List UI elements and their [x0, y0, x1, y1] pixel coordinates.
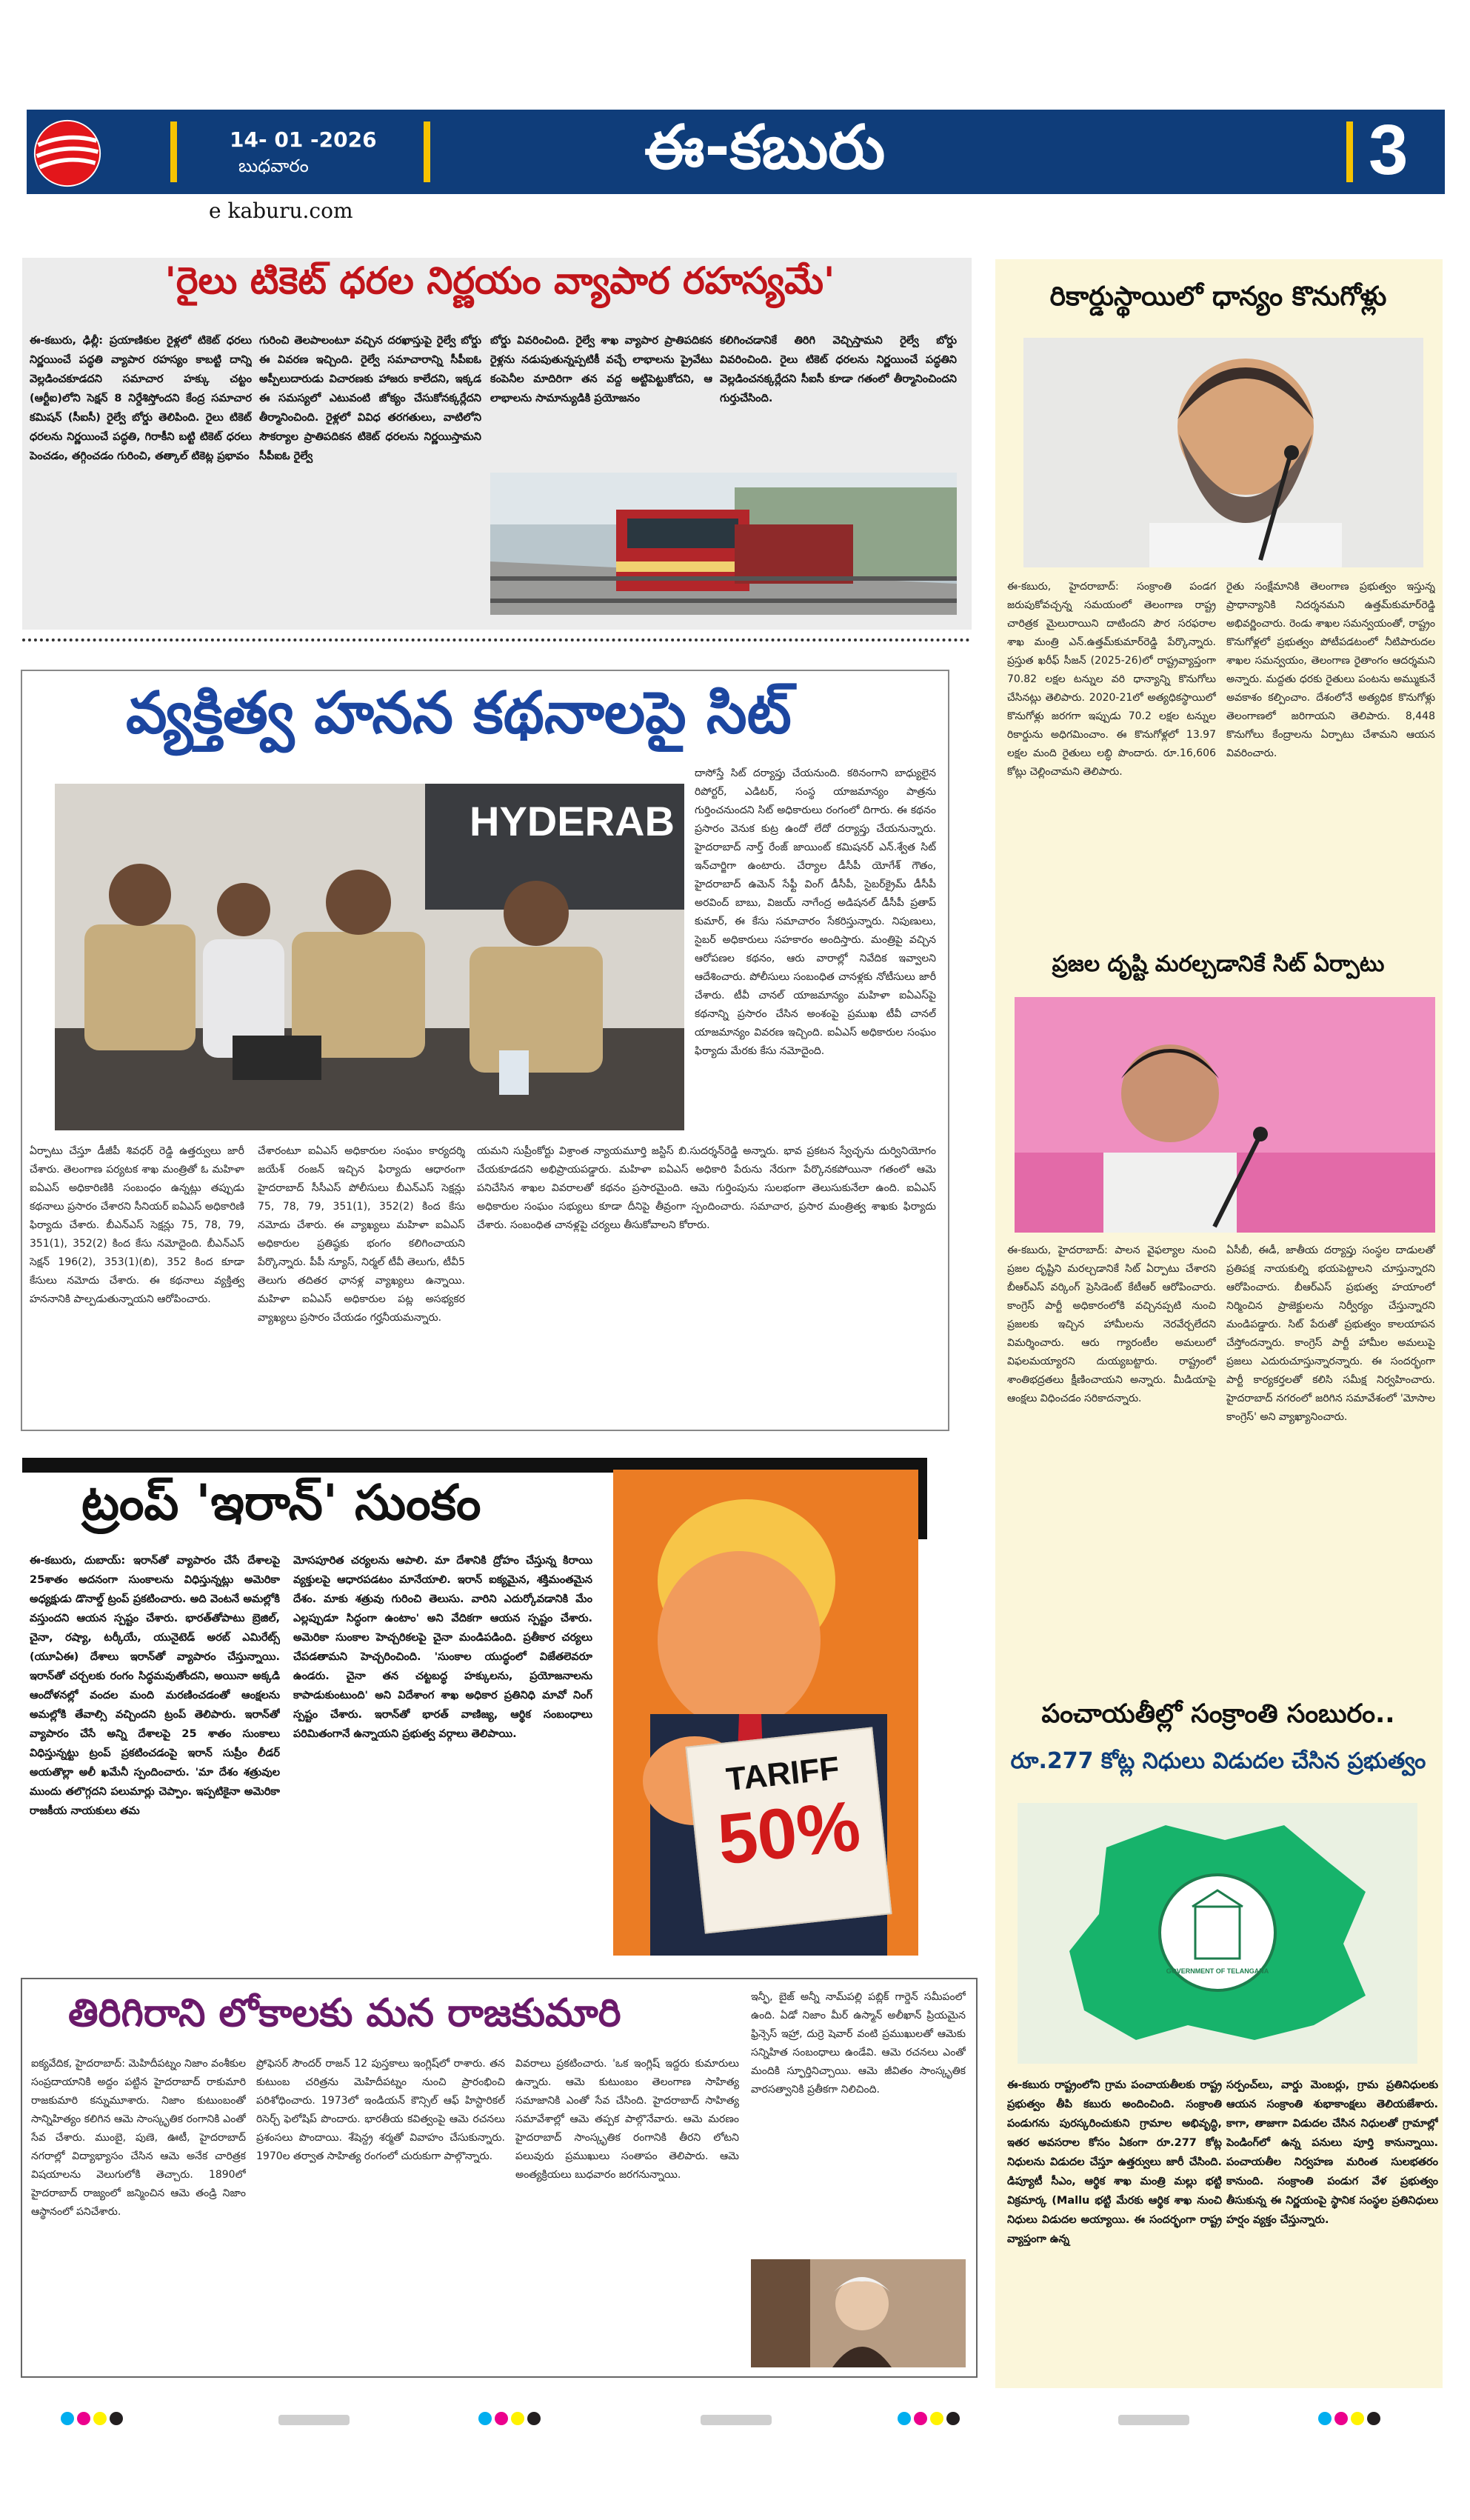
section-divider	[22, 639, 970, 641]
website-link[interactable]: e kaburu.com	[209, 199, 353, 223]
sit-story-col3: యమని సుప్రీంకోర్టు విశ్రాంత న్యాయమూర్తి జస్టిస్ బి.సుదర్శన్‌రెడ్డి అన్నారు. భావ ప్రకటన స్వేచ్ఛను దుర్వినియోగం చేయకూడదని అభిప్రాయపడ్డారు. మహిళా ఐఏఎస్ అధికారి పేరును నేరుగా పేర్కొనకపోయినా గతంలో ఆమె పనిచేసిన శాఖల వివరాలతో కథనం ప్రసారమైంది. ఆమె గుర్తింపును సులభంగా తెలుసుకునేలా ఉంది. ఐఏఎస్ అధికారుల సంఘం సభ్యులు కూడా దీనిపై తీవ్రంగా స్పందించారు. సమాచార, ప్రసార మంత్రిత్వ శాఖకు ఫిర్యాదు చేశారు. సంబంధిత చానళ్లపై చర్యలు తీసుకోవాలని కోరారు.	[477, 1145, 936, 1231]
paddy-story-col1: ఈ-కబురు, హైదరాబాద్: సంక్రాంతి పండగ జరుపుకోవచ్చన్న సమయంలో తెలంగాణ రాష్ట్ర చారిత్రక మైలురాయిని దాటిందని పౌర సరఫరాల శాఖ మంత్రి ఎన్.ఉత్తమ్‌కుమార్‌రెడ్డి పేర్కొన్నారు. ప్రస్తుత ఖరీఫ్ సీజన్ (2025-26)లో రాష్ట్రవ్యాప్తంగా 70.82 లక్షల టన్నుల వరి ధాన్యాన్ని కొనుగోలు చేసినట్లు తెలిపారు. 2020-21లో అత్యధికస్థాయిలో కొనుగోళ్లు జరగగా ఇప్పుడు 70.2 లక్షల టన్నుల రికార్డును అధిగమించాం. ఈ కొనుగోళ్లలో 13.97 లక్షల మంది రైతులు లబ్ధి పొందారు. రూ.16,606 కోట్లు చెల్లించామని తెలిపారు.	[1007, 581, 1216, 778]
tariff-sign-value: 50%	[714, 1786, 864, 1880]
issue-weekday: బుధవారం	[238, 156, 309, 176]
rail-story-col1: ఈ-కబురు, ఢిల్లీ: ప్రయాణికుల రైళ్లలో టికెట్ ధరలు నిర్ణయించే పద్ధతి వ్యాపార రహస్యం కాబట్టి దాన్ని వెల్లడించకూడదని సమాచార హక్కు చట్టం (ఆర్టీఐ)లోని సెక్షన్ 8 నిర్దేశిస్తోందని కేంద్ర సమాచార కమిషన్ (సీఐసీ) రైల్వే బోర్డు తెలిపింది. రైలు టికెట్ ధరలను నిర్ణయించే పద్ధతి, గిరాకీని బట్టి టికెట్ ధరలు పెంచడం, తగ్గించడం గురించి, తత్కాల్ టికెట్ల ప్రభావం	[30, 335, 252, 462]
grants-story-headline: పంచాయతీల్లో సంక్రాంతి సంబురం..	[1041, 1699, 1395, 1729]
ktr-story-headline: ప్రజల దృష్టి మరల్చడానికే సిట్ ఏర్పాటు	[1052, 951, 1385, 977]
princess-story-col1: ఐక్యవేదిక, హైదరాబాద్: మెహిదీపట్నం నిజాం వంశీకుల సంప్రదాయానికి అద్దం పట్టిన హైదరాబాద్ రాకుమారి రాజకుమారి కన్నుమూశారు. నిజాం కుటుంబంతో సాన్నిహిత్యం కలిగిన ఆమె సాంస్కృతిక రంగానికి ఎంతో సేవ చేశారు. ముంబై, పుణె, ఊటీ, హైదరాబాద్ నగరాల్లో విద్యాభ్యాసం చేసిన ఆమె అనేక చారిత్రక విషయాలను వెలుగులోకి తెచ్చారు. 1890లో హైదరాబాద్ రాజ్యంలో జన్మించిన ఆమె తండ్రి నిజాం ఆస్థానంలో పనిచేశారు.	[31, 2058, 246, 2218]
telangana-map-graphic	[1018, 1803, 1417, 2064]
grants-story-col2: సర్పంచ్‌లు, వార్డు మెంబర్లు, గ్రామ ప్రతినిధులకు ఆయన సంక్రాంతి శుభాకాంక్షలు తెలియజేశారు. కాగా, తాజాగా విడుదల చేసిన నిధులతో గ్రామాల్లో పెండింగ్‌లో ఉన్న పనులు పూర్తి కానున్నాయి. పంచాయతీల నిర్వహణ మరింత సులభతరం కానుంది. సంక్రాంతి పండుగ వేళ ప్రభుత్వం తీసుకున్న ఈ నిర్ణయంపై స్థానిక సంస్థల ప్రతినిధులు హర్షం వ్యక్తం చేస్తున్నారు.	[1226, 2079, 1438, 2226]
trump-story-col2: మోసపూరిత చర్యలను ఆపాలి. మా దేశానికి ద్రోహం చేస్తున్న కిరాయి వ్యక్తులపై ఆధారపడటం మానేయాలి. ఇరాన్ ఐక్యమైన, శక్తిమంతమైన దేశం. మాకు శత్రువు గురించి తెలుసు. వారిని ఎదుర్కోవడానికి మేం ఎల్లప్పుడూ సిద్ధంగా ఉంటాం' అని వేదికగా ఆయన స్పష్టం చేశారు. అమెరికా సుంకాల హెచ్చరికలపై చైనా మండిపడింది. ప్రతీకార చర్యలు చేపడతామని హెచ్చరించింది. 'సుంకాల యుద్ధంలో విజేతలెవరూ ఉండరు. చైనా తన చట్టబద్ధ హక్కులను, ప్రయోజనాలను కాపాడుకుంటుంది' అని విదేశాంగ శాఖ అధికార ప్రతినిధి మావో నింగ్ స్పష్టం చేశారు. ఇరాన్‌తో భారత్ వాణిజ్య, ఆర్థిక సంబంధాలు పరిమితంగానే ఉన్నాయని ప్రభుత్వ వర్గాలు తెలిపాయి.	[293, 1555, 592, 1740]
sit-story-col1: ఏర్పాటు చేస్తూ డీజీపీ శివధర్ రెడ్డి ఉత్తర్వులు జారీ చేశారు. తెలంగాణ పర్యటక శాఖ మంత్రితో ఓ మహిళా ఐఏఎస్ అధికారిణికి సంబంధం ఉన్నట్లు తప్పుడు కథనాలు ప్రసారం చేశారని సీనియర్ ఐఏఎస్ అధికారిణి ఫిర్యాదు చేశారు. బీఎన్ఎస్ సెక్షన్లు 75, 78, 79, 351(1), 352(2) కింద కేసు నమోదైంది. బీఎన్ఎస్ సెక్షన్ 196(2), 353(1)(బి), 352 కింద కూడా కేసులు నమోదు చేశారు. ఈ కథనాలు వ్యక్తిత్వ హననానికి పాల్పడుతున్నాయని ఆరోపించారు.	[30, 1145, 244, 1305]
ktr-story-col1: ఈ-కబురు, హైదరాబాద్: పాలన వైఫల్యాల నుంచి ప్రజల దృష్టిని మరల్చడానికే సిట్ ఏర్పాటు చేశారని బీఆర్ఎస్ వర్కింగ్ ప్రెసిడెంట్ కేటీఆర్ ఆరోపించారు. కాంగ్రెస్ పార్టీ అధికారంలోకి వచ్చినప్పటి నుంచి ప్రజలకు ఇచ్చిన హామీలను నెరవేర్చలేదని విమర్శించారు. ఆరు గ్యారంటీల అమలులో విఫలమయ్యారని దుయ్యబట్టారు. రాష్ట్రంలో శాంతిభద్రతలు క్షీణించాయని అన్నారు. మీడియాపై ఆంక్షలు విధించడం సరికాదన్నారు.	[1007, 1244, 1216, 1404]
print-registration-marks	[478, 2412, 541, 2427]
brand-logo	[33, 119, 102, 188]
rail-story-col4: కలిగించడానికే తిరిగి వెచ్చిస్తామని రైల్వే బోర్డు వివరించింది. రైలు టికెట్ ధరలను నిర్ణయించే పద్ధతిని వెల్లడించనక్కర్లేదని సీఐసీ కూడా గతంలో తీర్మానించిందని గుర్తుచేసింది.	[720, 335, 957, 404]
trump-story-col1: ఈ-కబురు, దుబాయ్: ఇరాన్‌తో వ్యాపారం చేసే దేశాలపై 25శాతం అదనంగా సుంకాలను విధిస్తున్నట్లు అమెరికా అధ్యక్షుడు డొనాల్డ్ ట్రంప్ ప్రకటించారు. అది వెంటనే అమల్లోకి వస్తుందని ఆయన స్పష్టం చేశారు. భారత్‌తోపాటు బ్రెజిల్, చైనా, రష్యా, టర్కీయే, యునైటెడ్ అరబ్ ఎమిరేట్స్ (యూఏఈ) దేశాలు ఇరాన్‌తో వ్యాపారం చేస్తున్నాయి. ఇరాన్‌తో చర్చలకు రంగం సిద్ధమవుతోందని, అయినా అక్కడి ఆందోళనల్లో వందల మంది మరణించడంతో ఆంక్షలను అమల్లోకి తేవాల్సి వచ్చిందని ట్రంప్ తెలిపారు. ఇరాన్‌తో వ్యాపారం చేసే అన్ని దేశాలపై 25 శాతం సుంకాలు విధిస్తున్నట్టు ట్రంప్ ప్రకటించడంపై ఇరాన్ సుప్రీం లీడర్ అయతొల్లా అలీ ఖమేనీ స్పందించారు. 'మా దేశం శత్రువుల ముందు తలొగ్గదని పలుమార్లు చెప్పాం. ఇప్పటికైనా అమెరికా రాజకీయ నాయకులు తమ	[30, 1555, 280, 1817]
paper-title: ఈ-కబురు	[644, 113, 886, 183]
grants-story-subheadline: రూ.277 కోట్ల నిధులు విడుదల చేసిన ప్రభుత్వం	[1010, 1748, 1426, 1774]
police-press-photo	[55, 784, 684, 1130]
telangana-seal-text: GOVERNMENT OF TELANGANA	[1166, 1967, 1269, 1975]
trump-story-headline: ట్రంప్ 'ఇరాన్' సుంకం	[81, 1474, 481, 1531]
ktr-photo	[1015, 997, 1435, 1233]
grants-story-col1: ఈ-కబురు రాష్ట్రంలోని గ్రామ పంచాయతీలకు రాష్ట్ర ప్రభుత్వం తీపి కబురు అందించింది. సంక్రాంతి పండుగను పురస్కరించుకుని గ్రామాల అభివృద్ధి, ఇతర అవసరాల కోసం ఏకంగా రూ.277 కోట్ల నిధులను విడుదల చేస్తూ ఉత్తర్వులు జారీ చేసింది. డిప్యూటీ సీఎం, ఆర్థిక శాఖ మంత్రి మల్లు భట్టి విక్రమార్క (Mallu భట్టి మేరకు ఆర్థిక శాఖ నుంచి నిధులు విడుదల అయ్యాయి. ఈ సందర్భంగా రాష్ట్ర వ్యాప్తంగా ఉన్న	[1007, 2079, 1222, 2245]
print-registration-marks	[61, 2412, 123, 2427]
princess-story-col4: ఇన్ఫీ, బైజ్ అన్నీ నామ్‌పల్లి పబ్లిక్ గార్డెన్ సమీపంలో ఉంది. ఏడో నిజాం మీర్ ఉస్మాన్ అలీఖాన్ ప్రియమైన ఫ్రిన్సెస్ ఇహ్రా, దుర్రె షెవార్ వంటి ప్రముఖులతో ఆమెకు సన్నిహిత సంబంధాలు ఉండేవి. ఆమె రచనలు ఎంతో మందికి స్ఫూర్తినిచ్చాయి. ఆమె జీవితం సాంస్కృతిక వారసత్వానికి ప్రతీకగా నిలిచింది.	[751, 1991, 966, 2096]
page-number: 3	[1369, 110, 1409, 190]
princess-story-headline: తిరిగిరాని లోకాలకు మన రాజకుమారి	[68, 1991, 621, 2036]
sit-story-side: దాసోస్తే సిట్ దర్యాప్తు చేయనుంది. కఠినంగాని బాధ్యులైన రిపోర్టర్, ఎడిటర్, సంస్థ యాజమాన్యం పాత్రను గుర్తించనుందని సిట్ అధికారులు రంగంలో దిగారు. ఈ కథనం ప్రసారం వెనుక కుట్ర ఉందో లేదో దర్యాప్తు చేయనున్నారు. హైదరాబాద్ నార్త్ రేంజ్ జాయింట్ కమిషనర్ ఎన్.శ్వేత సిట్ ఇన్‌చార్జిగా ఉంటారు. చేర్యాల డీసీపీ యోగేశ్ గౌతం, హైదరాబాద్ ఉమెన్ సేఫ్టీ వింగ్ డీసీపీ, సైబర్‌క్రైమ్ డీసీపీ అరవింద్ బాబు, విజయ్ నాగేంద్ర అడిషనల్ డీసీపీ ప్రతాప్ కుమార్, ఈ కేసు సమాచారం సేకరిస్తున్నారు. నిపుణులు, సైబర్ అధికారులు సహకారం అందిస్తారు. మంత్రిపై వచ్చిన ఆరోపణల కథనం, ఆరు వారాల్లో నివేదిక ఇవ్వాలని ఆదేశించారు. పోలీసులు సంబంధిత చానళ్లకు నోటీసులు జారీ చేశారు. టీవీ చానల్ యాజమాన్యం మహిళా ఐఏఎస్‌పై కథనాన్ని ప్రసారం చేసిన అంశంపై ప్రముఖ టీవీ చానల్ యాజమాన్యం వివరణ ఇచ్చింది. ఐఏఎస్ అధికారుల సంఘం ఫిర్యాదు మేరకు కేసు నమోదైంది.	[695, 767, 936, 1057]
train-photo	[490, 473, 957, 615]
sit-story-col2: చేశారంటూ ఐఏఎస్ అధికారుల సంఘం కార్యదర్శి జయేశ్ రంజన్ ఇచ్చిన ఫిర్యాదు ఆధారంగా హైదరాబాద్ సీసీఎస్ పోలీసులు బీఎన్ఎస్ సెక్షన్లు 75, 78, 79, 351(1), 352(2) కింద కేసు నమోదు చేశారు. ఈ వ్యాఖ్యలు మహిళా ఐఏఎస్ అధికారుల ప్రతిష్ఠకు భంగం కలిగించాయని పేర్కొన్నారు. పీపీ న్యూస్, నిర్మల్ టీవీ తెలుగు, టీవీ5 తెలుగు తదితర ఛానళ్ల వ్యాఖ్యలు ఉన్నాయి. మహిళా ఐఏఎస్ అధికారుల పట్ల అసభ్యకర వ్యాఖ్యలు ప్రసారం చేయడం గర్హనీయమన్నారు.	[258, 1145, 465, 1324]
princess-story-col2: ప్రోఫెసర్ సౌందర్ రాజన్ 12 పుస్తకాలు ఇంగ్లిష్‌లో రాశారు. తన కుటుంబ చరిత్రను మెహిదీపట్నం నుంచి ప్రారంభించి పరిశోధించారు. 1973లో ఇండియన్ కౌన్సిల్ ఆఫ్ హిస్టారికల్ రిసెర్చ్ ఫెలోషిప్ పొందారు. భారతీయ కవిత్వంపై ఆమె రచనలు ప్రశంసలు పొందాయి. శేషెన్ద్ర శర్మతో వివాహం చేసుకున్నారు. 1970ల తర్వాత సాహిత్య రంగంలో చురుకుగా పాల్గొన్నారు.	[256, 2058, 505, 2162]
print-registration-marks	[898, 2412, 960, 2427]
paddy-story-col2: రైతు సంక్షేమానికి తెలంగాణ ప్రభుత్వం ఇస్తున్న ప్రాధాన్యానికి నిదర్శనమని ఉత్తమ్‌కుమార్‌రెడ్డి అభివర్ణించారు. రెండు శాఖల సమన్వయంతో, రాష్ట్రం కొనుగోళ్లలో ప్రభుత్వం పోటీపడటంలో నీటిపారుదల శాఖల సమన్వయం, తెలంగాణ రైతాంగం ఆదర్శమని అన్నారు. మద్దతు ధరకు రైతులు పంటను అమ్ముకునే అవకాశం కల్పించాం. దేశంలోనే అత్యధిక కొనుగోళ్లు తెలంగాణలో జరిగాయని తెలిపారు. 8,448 కొనుగోలు కేంద్రాలను ఏర్పాటు చేశామని ఆయన వివరించారు.	[1226, 581, 1435, 759]
minister-uttam-photo	[1023, 338, 1423, 567]
ktr-story-col2: ఏసీబీ, ఈడీ, జాతీయ దర్యాప్తు సంస్థల దాడులతో ప్రతిపక్ష నాయకుల్ని భయపెట్టాలని చూస్తున్నారని ఆరోపించారు. బీఆర్ఎస్ ప్రభుత్వ హయాంలో నిర్మించిన ప్రాజెక్టులను నిర్వీర్యం చేస్తున్నారని మండిపడ్డారు. సిట్ పేరుతో ప్రభుత్వం కాలయాపన చేస్తోందన్నారు. కాంగ్రెస్ పార్టీ హామీల అమలుపై ప్రజలు ఎదురుచూస్తున్నారన్నారు. ఈ సందర్భంగా పార్టీ కార్యకర్తలతో కలిసి సమీక్ష నిర్వహించారు. హైదరాబాద్ నగరంలో జరిగిన సమావేశంలో 'మోసాల కాంగ్రెస్' అని వ్యాఖ్యానించారు.	[1226, 1244, 1435, 1423]
rail-story-headline: 'రైలు టికెట్ ధరల నిర్ణయం వ్యాపార రహస్యమే'	[164, 259, 835, 302]
sit-story-headline: వ్యక్తిత్వ హనన కథనాలపై సిట్	[126, 680, 792, 747]
paddy-story-headline: రికార్డుస్థాయిలో ధాన్యం కొనుగోళ్లు	[1049, 281, 1387, 312]
rail-story-col2: గురించి తెలపాలంటూ వచ్చిన దరఖాస్తుపై రైల్వే బోర్డు ఈ వివరణ ఇచ్చింది. రైల్వే సమాచారాన్ని సీపీఐఓ అప్పీలుదారుడు విచారణకు హాజరు కాలేదని, ఇక్కడ ఈ సమస్యలో ఎటువంటి జోక్యం చేసుకోనక్కర్లేదని తీర్మానించింది. రైళ్లలో వివిధ తరగతులు, వాటిలోని సౌకర్యాల ప్రాతిపదికన టికెట్ ధరలను నిర్ణయిస్తామని సీపీఐఓ రైల్వే	[259, 335, 481, 462]
masthead-divider	[424, 121, 430, 182]
masthead-divider	[170, 121, 177, 182]
tariff-sign-label: TARIFF	[724, 1750, 841, 1799]
trump-tariff-illustration	[613, 1470, 918, 1956]
print-grey-bar	[1118, 2415, 1189, 2425]
princess-portrait-photo	[751, 2259, 966, 2367]
princess-story-col3: వివరాలు ప్రకటించారు. 'ఒక ఇంగ్లిష్ ఇద్దరు కుమారులు ఉన్నారు. ఆమె కుటుంబం తెలంగాణ సాహిత్య సమాజానికి ఎంతో సేవ చేసింది. హైదరాబాద్ సాహిత్య సమావేశాల్లో ఆమె తప్పక పాల్గొనేవారు. ఆమె మరణం హైదరాబాద్ సాంస్కృతిక రంగానికి తీరని లోటని పలువురు ప్రముఖులు సంతాపం తెలిపారు. ఆమె అంత్యక్రియలు బుధవారం జరగనున్నాయి.	[515, 2058, 739, 2181]
print-grey-bar	[278, 2415, 350, 2425]
print-grey-bar	[701, 2415, 772, 2425]
svg-text:HYDERAB: HYDERAB	[470, 798, 675, 844]
print-registration-marks	[1318, 2412, 1380, 2427]
masthead-divider	[1346, 121, 1353, 182]
rail-story-col3: బోర్డు వివరించింది. రైల్వే శాఖ వ్యాపార ప్రాతిపదికన రైళ్లను నడుపుతున్నప్పటికీ వచ్చే లాభాలను ప్రైవేటు కంపెనీల మాదిరిగా తన వద్ద అట్టిపెట్టుకోదని, ఆ లాభాలను సామాన్యుడికి ప్రయోజనం	[490, 335, 712, 404]
issue-date: 14- 01 -2026	[230, 127, 377, 152]
